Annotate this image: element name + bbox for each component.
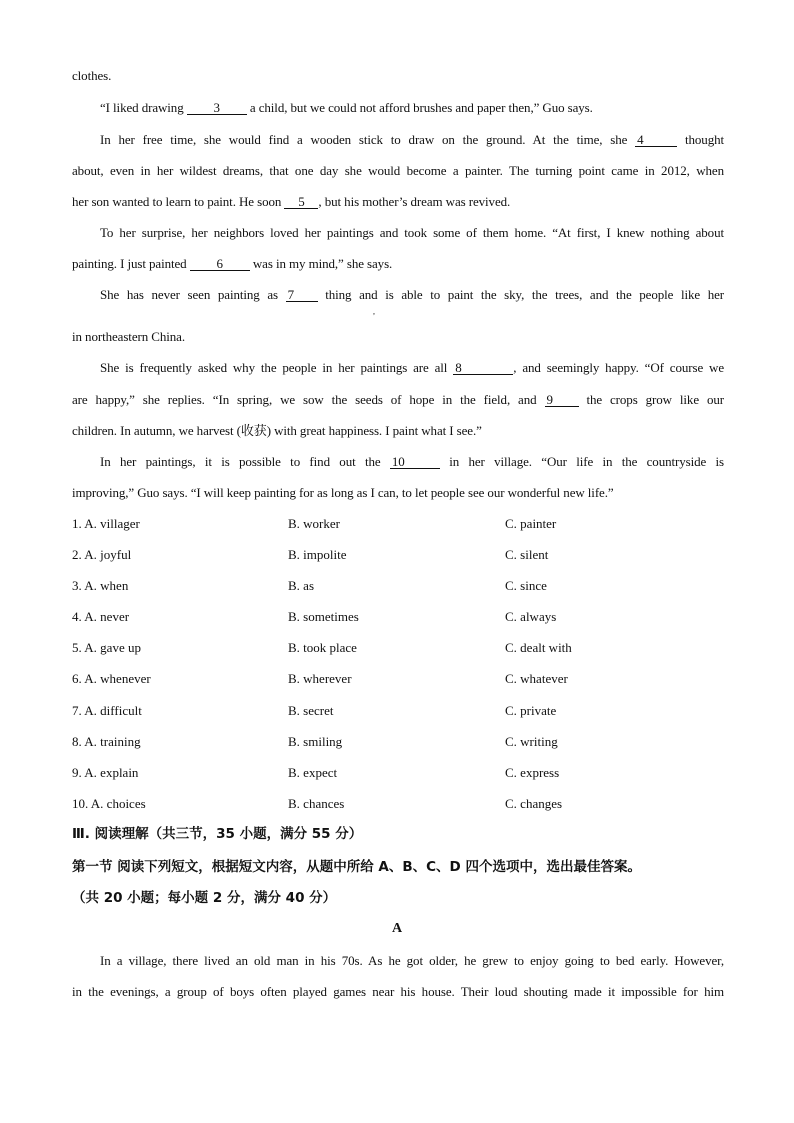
- passage-line: children. In autumn, we harvest (收获) with great happiness. I paint what I see.”: [72, 423, 482, 438]
- option-c: C. since: [505, 578, 547, 593]
- passage-line: in northeastern China.: [72, 329, 185, 344]
- option-a: 6. A. whenever: [72, 671, 151, 686]
- passage-line: are happy,” she replies. “In spring, we sow the seeds of hope in the field, and 9 the crops grow like our: [72, 392, 724, 407]
- option-a: 7. A. difficult: [72, 703, 142, 718]
- option-c: C. express: [505, 765, 560, 780]
- option-a: 1. A. villager: [72, 516, 140, 531]
- blank-9: 9: [545, 393, 579, 407]
- section-heading: Ⅲ. 阅读理解（共三节，35 小题，满分 55 分）: [72, 826, 363, 842]
- passage-line: about, even in her wildest dreams, that one day she would become a painter. The turning point came in 2012, when: [72, 163, 724, 178]
- blank-3: 3: [187, 101, 247, 115]
- passage-label: A: [391, 921, 403, 936]
- option-a: 4. A. never: [72, 609, 130, 624]
- passage-line: She is frequently asked why the people in her paintings are all 8 , and seemingly happy. “Of course we: [100, 360, 725, 375]
- option-a: 8. A. training: [72, 734, 141, 749]
- option-b: B. wherever: [288, 671, 352, 686]
- passage-line: She has never seen painting as 7 thing and is able to paint the sky, the trees, and the people like her: [100, 287, 724, 302]
- passage-line: In her paintings, it is possible to find out the 10 in her village. “Our life in the countryside is: [100, 454, 724, 469]
- option-c: C. writing: [505, 734, 558, 749]
- passage-line: painting. I just painted 6 was in my mind,” she says.: [72, 256, 393, 271]
- option-c: C. whatever: [505, 671, 568, 686]
- option-a: 5. A. gave up: [72, 640, 141, 655]
- passage-line: improving,” Guo says. “I will keep painting for as long as I can, to let people see our wonderful new life.”: [72, 485, 614, 500]
- passage-line: To her surprise, her neighbors loved her paintings and took some of them home. “At first, I knew nothing about: [100, 225, 724, 240]
- option-c: C. private: [505, 703, 557, 718]
- blank-4: 4: [635, 133, 677, 147]
- passage-line: in the evenings, a group of boys often played games near his house. Their loud shouting made it impossible for him: [72, 984, 724, 999]
- passage-line: In her free time, she would find a wooden stick to draw on the ground. At the time, she 4 thought: [100, 132, 725, 147]
- option-c: C. painter: [505, 516, 557, 531]
- blank-5: 5: [284, 195, 318, 209]
- section-instructions: 第一节 阅读下列短文，根据短文内容，从题中所给 A、B、C、D 四个选项中，选出最佳答案。: [72, 859, 641, 875]
- stray-mark: ,: [373, 307, 375, 316]
- passage-line: her son wanted to learn to paint. He soon 5 , but his mother’s dream was revived.: [72, 194, 511, 209]
- option-b: B. worker: [288, 516, 340, 531]
- option-c: C. dealt with: [505, 640, 572, 655]
- option-b: B. secret: [288, 703, 334, 718]
- option-a: 10. A. choices: [72, 796, 146, 811]
- option-b: B. as: [288, 578, 314, 593]
- option-a: 3. A. when: [72, 578, 129, 593]
- option-a: 9. A. explain: [72, 765, 139, 780]
- section-scoring: （共 20 小题；每小题 2 分，满分 40 分）: [72, 890, 337, 906]
- option-c: C. silent: [505, 547, 549, 562]
- blank-8: 8: [453, 361, 513, 375]
- blank-6: 6: [190, 257, 250, 271]
- option-c: C. changes: [505, 796, 563, 811]
- option-b: B. took place: [288, 640, 357, 655]
- option-b: B. chances: [288, 796, 345, 811]
- option-a: 2. A. joyful: [72, 547, 132, 562]
- option-b: B. sometimes: [288, 609, 359, 624]
- option-c: C. always: [505, 609, 557, 624]
- option-b: B. expect: [288, 765, 338, 780]
- passage-line: “I liked drawing 3 a child, but we could not afford brushes and paper then,” Guo says.: [100, 100, 593, 115]
- option-b: B. impolite: [288, 547, 347, 562]
- blank-7: 7: [286, 288, 318, 302]
- option-b: B. smiling: [288, 734, 343, 749]
- passage-line: In a village, there lived an old man in his 70s. As he got older, he grew to enjoy going to bed early. However,: [100, 953, 724, 968]
- blank-10: 10: [390, 455, 440, 469]
- passage-line: clothes.: [72, 68, 112, 83]
